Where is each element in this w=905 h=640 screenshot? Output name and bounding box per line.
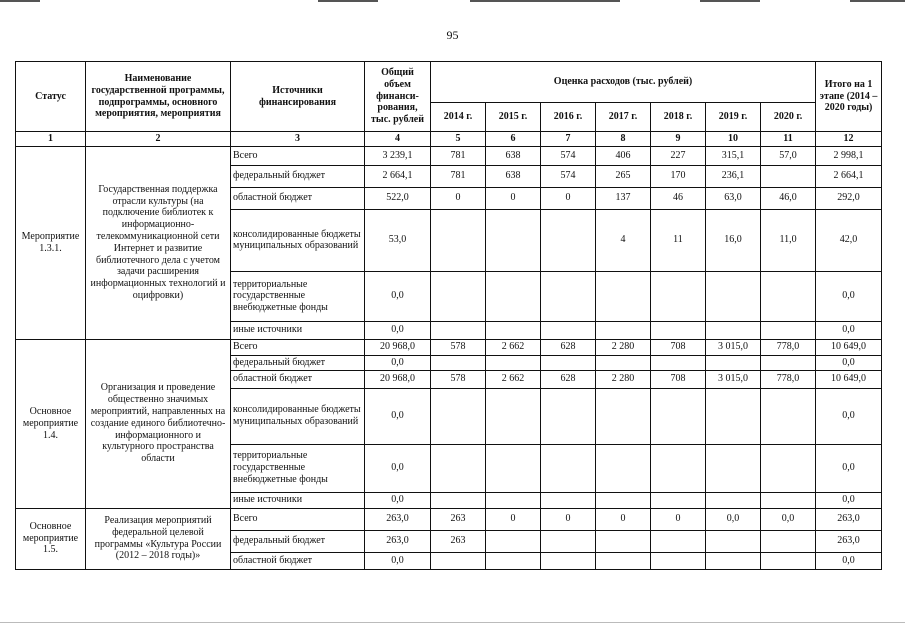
- year-value-cell: 781: [431, 165, 486, 187]
- funding-source: иные источники: [231, 492, 365, 508]
- bottom-edge-line: [0, 622, 905, 623]
- funding-source: консолидированные бюджеты муниципальных образований: [231, 388, 365, 444]
- year-value-cell: 778,0: [761, 370, 816, 388]
- column-number: 2: [86, 132, 231, 147]
- year-value-cell: [541, 388, 596, 444]
- funding-source: федеральный бюджет: [231, 165, 365, 187]
- year-value-cell: [706, 444, 761, 492]
- header-estimate: Оценка расходов (тыс. рублей): [431, 62, 816, 103]
- year-value-cell: 406: [596, 146, 651, 165]
- column-number: 6: [486, 132, 541, 147]
- header-total-volume: Общий объем финанси-рования, тыс. рублей: [365, 62, 431, 132]
- funding-source: Всего: [231, 146, 365, 165]
- year-value-cell: [651, 444, 706, 492]
- stage-total-cell: 10 649,0: [816, 339, 882, 355]
- total-volume-cell: 522,0: [365, 187, 431, 209]
- funding-source: территориальные государственные внебюджетные фонды: [231, 444, 365, 492]
- year-value-cell: [541, 492, 596, 508]
- year-value-cell: 0,0: [706, 508, 761, 530]
- stage-total-cell: 2 664,1: [816, 165, 882, 187]
- year-value-cell: 11,0: [761, 209, 816, 271]
- year-value-cell: [596, 388, 651, 444]
- year-value-cell: [651, 492, 706, 508]
- year-value-cell: [431, 388, 486, 444]
- stage-total-cell: 263,0: [816, 530, 882, 552]
- row-status: Мероприятие 1.3.1.: [16, 146, 86, 339]
- year-value-cell: 638: [486, 146, 541, 165]
- year-value-cell: 0: [541, 508, 596, 530]
- stage-total-cell: 0,0: [816, 492, 882, 508]
- year-value-cell: 578: [431, 339, 486, 355]
- year-value-cell: 781: [431, 146, 486, 165]
- header-year: 2016 г.: [541, 103, 596, 132]
- funding-source: Всего: [231, 339, 365, 355]
- year-value-cell: [706, 388, 761, 444]
- year-value-cell: [541, 321, 596, 339]
- year-value-cell: 46,0: [761, 187, 816, 209]
- year-value-cell: [486, 492, 541, 508]
- funding-source: иные источники: [231, 321, 365, 339]
- year-value-cell: [651, 388, 706, 444]
- year-value-cell: 3 015,0: [706, 370, 761, 388]
- year-value-cell: [541, 552, 596, 569]
- year-value-cell: [431, 321, 486, 339]
- year-value-cell: [486, 209, 541, 271]
- year-value-cell: [486, 530, 541, 552]
- year-value-cell: 574: [541, 165, 596, 187]
- year-value-cell: [431, 271, 486, 321]
- header-year: 2019 г.: [706, 103, 761, 132]
- year-value-cell: 0: [431, 187, 486, 209]
- year-value-cell: 0: [486, 187, 541, 209]
- year-value-cell: [596, 355, 651, 370]
- year-value-cell: 265: [596, 165, 651, 187]
- row-status: Основное мероприятие 1.4.: [16, 339, 86, 508]
- header-year: 2015 г.: [486, 103, 541, 132]
- funding-source: областной бюджет: [231, 552, 365, 569]
- stage-total-cell: 10 649,0: [816, 370, 882, 388]
- table-body: [16, 146, 882, 569]
- row-description: Реализация мероприятий федеральной целевой программы «Культура России (2012 – 2018 годы)»: [86, 508, 231, 569]
- year-value-cell: [486, 321, 541, 339]
- year-value-cell: [761, 444, 816, 492]
- year-value-cell: [706, 271, 761, 321]
- stage-total-cell: 0,0: [816, 321, 882, 339]
- year-value-cell: [541, 444, 596, 492]
- year-value-cell: [486, 355, 541, 370]
- year-value-cell: 16,0: [706, 209, 761, 271]
- year-value-cell: [431, 492, 486, 508]
- year-value-cell: [596, 530, 651, 552]
- year-value-cell: [761, 321, 816, 339]
- year-value-cell: [431, 355, 486, 370]
- funding-source: Всего: [231, 508, 365, 530]
- year-value-cell: 63,0: [706, 187, 761, 209]
- stage-total-cell: 0,0: [816, 271, 882, 321]
- funding-source: территориальные государственные внебюджетные фонды: [231, 271, 365, 321]
- total-volume-cell: 20 968,0: [365, 370, 431, 388]
- year-value-cell: [431, 552, 486, 569]
- header-year: 2018 г.: [651, 103, 706, 132]
- total-volume-cell: 20 968,0: [365, 339, 431, 355]
- column-number: 5: [431, 132, 486, 147]
- total-volume-cell: 53,0: [365, 209, 431, 271]
- column-number: 10: [706, 132, 761, 147]
- year-value-cell: [431, 209, 486, 271]
- top-edge-marks: [0, 0, 905, 3]
- year-value-cell: [706, 321, 761, 339]
- row-description: Организация и проведение общественно значимых мероприятий, направленных на создание единого библиотечно-информационного и культурного пространства области: [86, 339, 231, 508]
- year-value-cell: [651, 355, 706, 370]
- year-value-cell: [596, 444, 651, 492]
- table-row: [16, 339, 882, 355]
- year-value-cell: [706, 552, 761, 569]
- column-number: 12: [816, 132, 882, 147]
- column-number: 8: [596, 132, 651, 147]
- year-value-cell: 2 280: [596, 370, 651, 388]
- year-value-cell: [761, 492, 816, 508]
- page-number: 95: [446, 28, 459, 42]
- total-volume-cell: 0,0: [365, 492, 431, 508]
- year-value-cell: 708: [651, 339, 706, 355]
- funding-source: областной бюджет: [231, 370, 365, 388]
- total-volume-cell: 0,0: [365, 355, 431, 370]
- header-year: 2014 г.: [431, 103, 486, 132]
- year-value-cell: [486, 388, 541, 444]
- year-value-cell: 170: [651, 165, 706, 187]
- year-value-cell: 137: [596, 187, 651, 209]
- column-number: 4: [365, 132, 431, 147]
- year-value-cell: [761, 552, 816, 569]
- column-number: 9: [651, 132, 706, 147]
- stage-total-cell: 0,0: [816, 388, 882, 444]
- header-year: 2020 г.: [761, 103, 816, 132]
- total-volume-cell: 263,0: [365, 530, 431, 552]
- year-value-cell: [651, 552, 706, 569]
- year-value-cell: [761, 165, 816, 187]
- year-value-cell: 227: [651, 146, 706, 165]
- total-volume-cell: 0,0: [365, 321, 431, 339]
- header-sources: Источники финансирования: [231, 62, 365, 132]
- total-volume-cell: 0,0: [365, 271, 431, 321]
- row-status: Основное мероприятие 1.5.: [16, 508, 86, 569]
- header-status: Статус: [16, 62, 86, 132]
- year-value-cell: [761, 388, 816, 444]
- row-description: Государственная поддержка отрасли культуры (на подключение библиотек к информационно-телекоммуникационной сети Интернет и развитие библиотечного дела с учетом задачи расширения информационных технологий и оцифровки): [86, 146, 231, 339]
- year-value-cell: 0: [541, 187, 596, 209]
- total-volume-cell: 0,0: [365, 552, 431, 569]
- header-stage-total: Итого на 1 этапе (2014 – 2020 годы): [816, 62, 882, 132]
- header-year: 2017 г.: [596, 103, 651, 132]
- column-number: 11: [761, 132, 816, 147]
- year-value-cell: 57,0: [761, 146, 816, 165]
- year-value-cell: [541, 355, 596, 370]
- funding-source: областной бюджет: [231, 187, 365, 209]
- year-value-cell: 263: [431, 530, 486, 552]
- year-value-cell: 46: [651, 187, 706, 209]
- total-volume-cell: 3 239,1: [365, 146, 431, 165]
- funding-source: федеральный бюджет: [231, 530, 365, 552]
- year-value-cell: 628: [541, 370, 596, 388]
- stage-total-cell: 0,0: [816, 355, 882, 370]
- year-value-cell: 4: [596, 209, 651, 271]
- stage-total-cell: 0,0: [816, 444, 882, 492]
- year-value-cell: 0: [651, 508, 706, 530]
- year-value-cell: [761, 271, 816, 321]
- year-value-cell: [651, 321, 706, 339]
- stage-total-cell: 292,0: [816, 187, 882, 209]
- year-value-cell: 708: [651, 370, 706, 388]
- year-value-cell: 574: [541, 146, 596, 165]
- year-value-cell: 778,0: [761, 339, 816, 355]
- year-value-cell: 0: [596, 508, 651, 530]
- total-volume-cell: 0,0: [365, 388, 431, 444]
- funding-source: консолидированные бюджеты муниципальных образований: [231, 209, 365, 271]
- stage-total-cell: 2 998,1: [816, 146, 882, 165]
- year-value-cell: [596, 492, 651, 508]
- funding-source: федеральный бюджет: [231, 355, 365, 370]
- year-value-cell: 578: [431, 370, 486, 388]
- year-value-cell: [431, 444, 486, 492]
- year-value-cell: 236,1: [706, 165, 761, 187]
- year-value-cell: [596, 321, 651, 339]
- year-value-cell: 3 015,0: [706, 339, 761, 355]
- year-value-cell: [761, 530, 816, 552]
- year-value-cell: [651, 530, 706, 552]
- year-value-cell: 263: [431, 508, 486, 530]
- column-number: 1: [16, 132, 86, 147]
- column-number: 7: [541, 132, 596, 147]
- budget-table: [15, 61, 882, 570]
- year-value-cell: [706, 492, 761, 508]
- table-row: [16, 146, 882, 165]
- year-value-cell: 2 662: [486, 339, 541, 355]
- year-value-cell: 11: [651, 209, 706, 271]
- year-value-cell: [541, 530, 596, 552]
- year-value-cell: 0,0: [761, 508, 816, 530]
- table-row: [16, 508, 882, 530]
- year-value-cell: [486, 271, 541, 321]
- year-value-cell: [706, 530, 761, 552]
- year-value-cell: 2 662: [486, 370, 541, 388]
- year-value-cell: 628: [541, 339, 596, 355]
- stage-total-cell: 263,0: [816, 508, 882, 530]
- total-volume-cell: 0,0: [365, 444, 431, 492]
- year-value-cell: [706, 355, 761, 370]
- year-value-cell: [541, 271, 596, 321]
- year-value-cell: 315,1: [706, 146, 761, 165]
- year-value-cell: [541, 209, 596, 271]
- header-name: Наименование государственной программы, подпрограммы, основного мероприятия, мероприятия: [86, 62, 231, 132]
- year-value-cell: [486, 444, 541, 492]
- year-value-cell: [761, 355, 816, 370]
- year-value-cell: [596, 271, 651, 321]
- year-value-cell: 0: [486, 508, 541, 530]
- stage-total-cell: 42,0: [816, 209, 882, 271]
- year-value-cell: 638: [486, 165, 541, 187]
- year-value-cell: [651, 271, 706, 321]
- year-value-cell: [486, 552, 541, 569]
- year-value-cell: [596, 552, 651, 569]
- total-volume-cell: 263,0: [365, 508, 431, 530]
- year-value-cell: 2 280: [596, 339, 651, 355]
- column-number: 3: [231, 132, 365, 147]
- total-volume-cell: 2 664,1: [365, 165, 431, 187]
- stage-total-cell: 0,0: [816, 552, 882, 569]
